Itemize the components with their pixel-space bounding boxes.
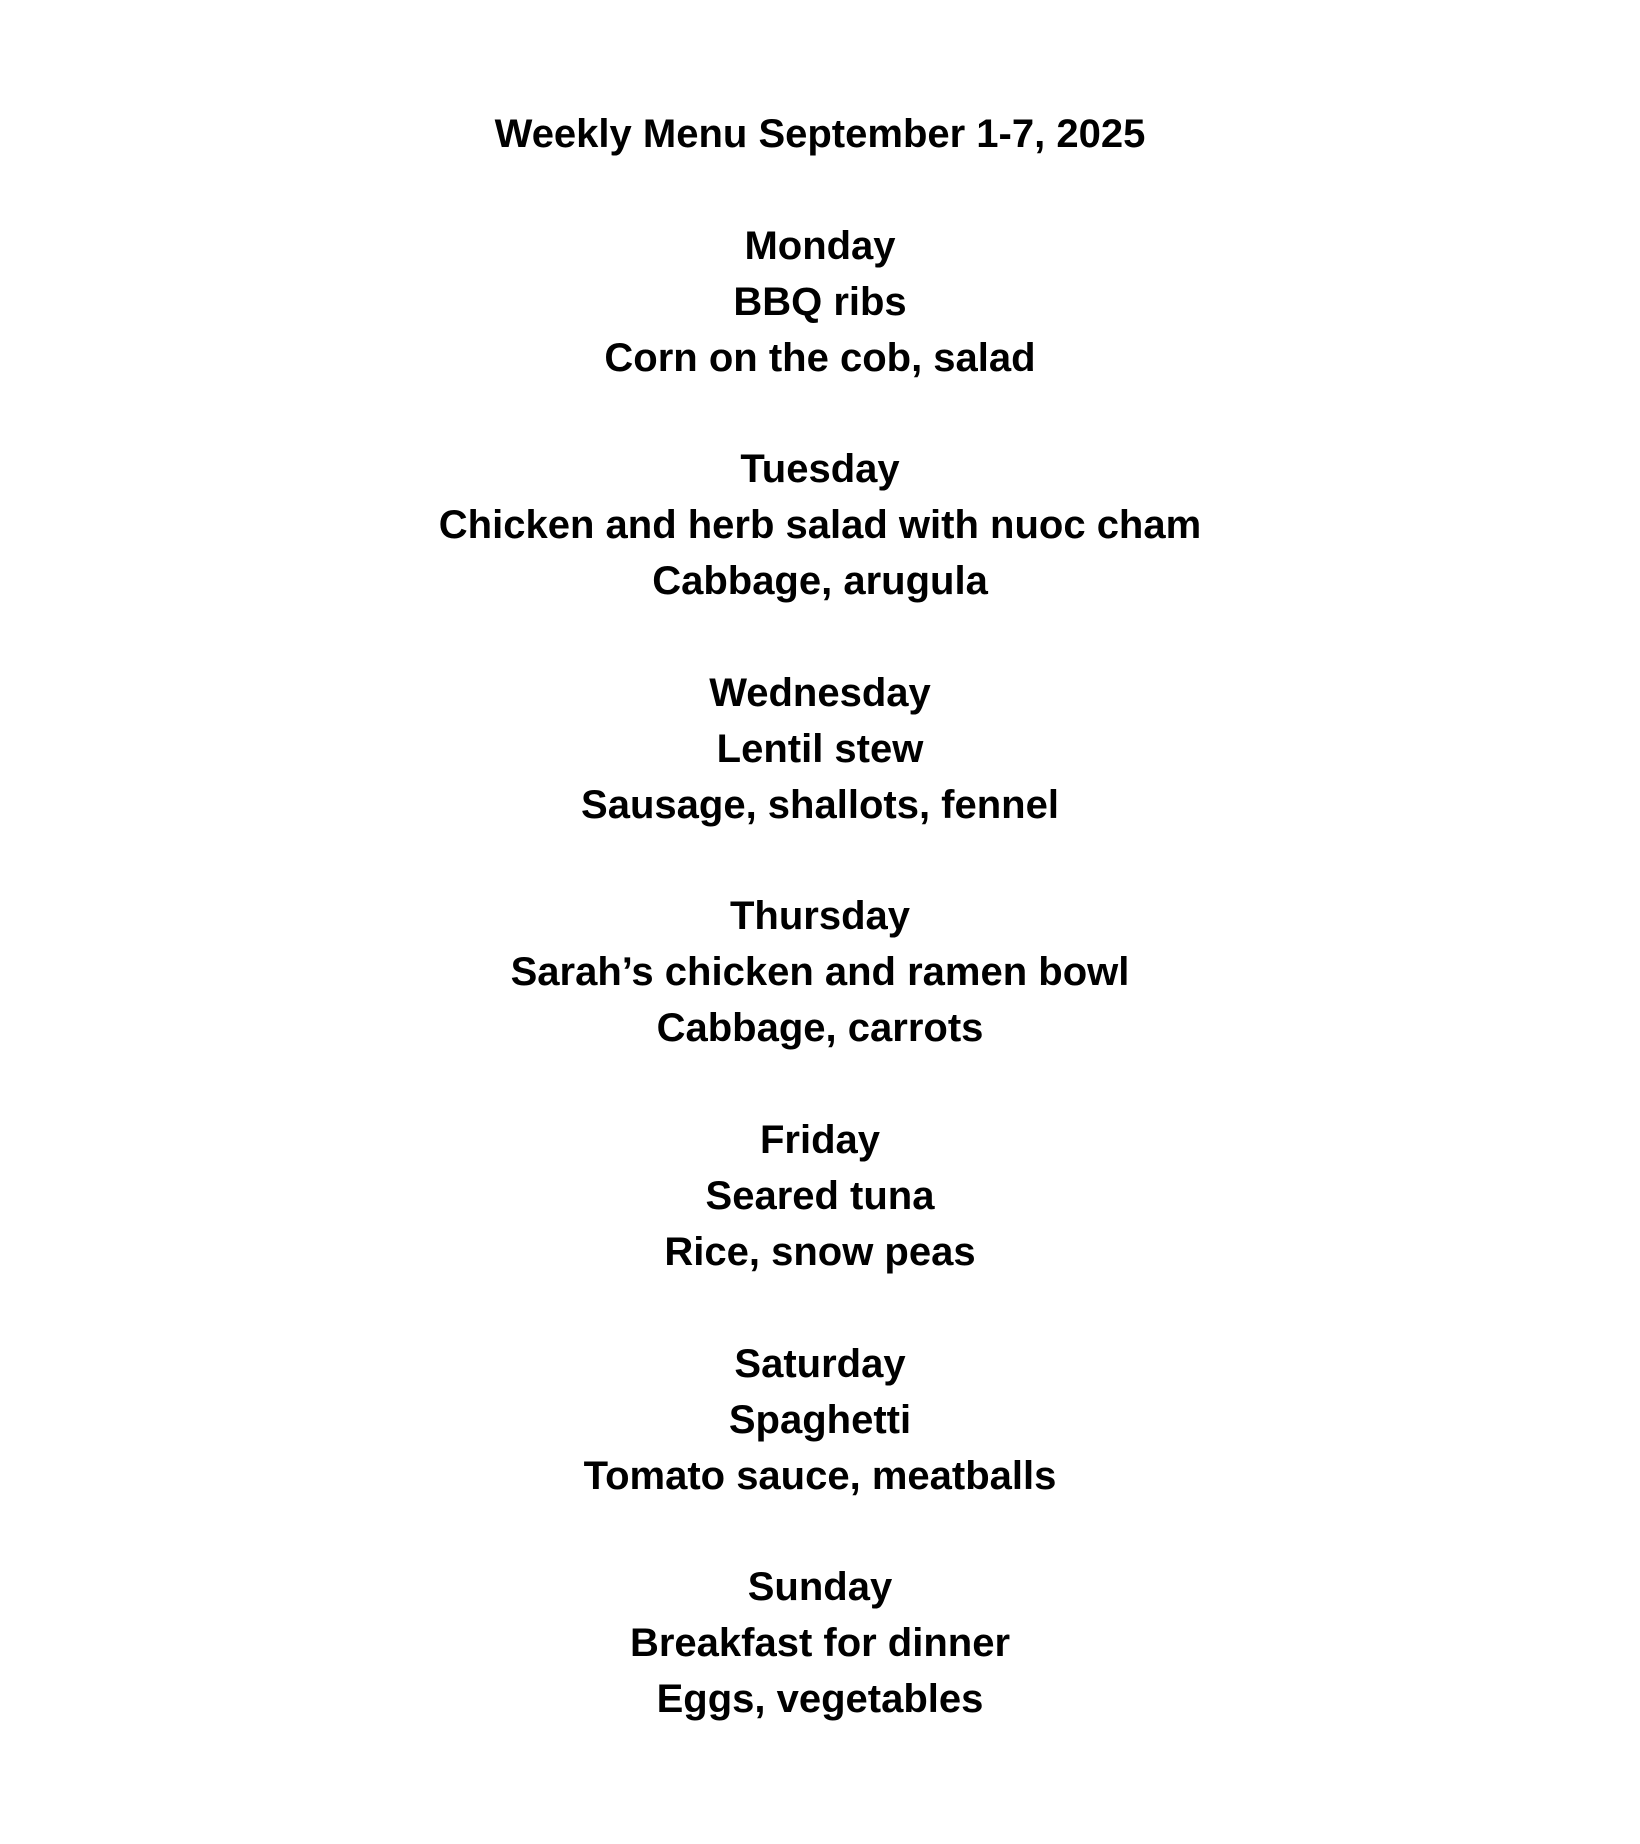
side-dishes: Cabbage, carrots xyxy=(656,1006,984,1050)
main-dish: Spaghetti xyxy=(728,1398,912,1442)
main-dish: Breakfast for dinner xyxy=(629,1621,1011,1665)
menu-title: Weekly Menu September 1-7, 2025 xyxy=(494,112,1146,156)
day-name: Saturday xyxy=(734,1342,906,1386)
side-dishes: Eggs, vegetables xyxy=(656,1677,984,1721)
side-dishes: Corn on the cob, salad xyxy=(604,336,1036,380)
day-block-sunday xyxy=(0,1559,1640,1727)
main-dish: Sarah’s chicken and ramen bowl xyxy=(510,950,1130,994)
day-block-saturday xyxy=(0,1336,1640,1504)
day-name: Monday xyxy=(744,224,896,268)
main-dish: BBQ ribs xyxy=(733,280,907,324)
main-dish: Seared tuna xyxy=(705,1174,935,1218)
day-name: Friday xyxy=(759,1118,881,1162)
day-block-monday xyxy=(0,218,1640,386)
day-name: Thursday xyxy=(729,894,911,938)
day-name: Wednesday xyxy=(709,671,931,715)
day-block-friday xyxy=(0,1112,1640,1280)
day-name: Sunday xyxy=(747,1565,893,1609)
side-dishes: Rice, snow peas xyxy=(664,1230,976,1274)
main-dish: Lentil stew xyxy=(716,727,924,771)
main-dish: Chicken and herb salad with nuoc cham xyxy=(438,503,1202,547)
side-dishes: Tomato sauce, meatballs xyxy=(583,1454,1057,1498)
day-block-tuesday xyxy=(0,441,1640,609)
day-name: Tuesday xyxy=(740,447,900,491)
day-block-thursday xyxy=(0,888,1640,1056)
day-block-wednesday xyxy=(0,665,1640,833)
side-dishes: Cabbage, arugula xyxy=(652,559,988,603)
side-dishes: Sausage, shallots, fennel xyxy=(581,783,1059,827)
